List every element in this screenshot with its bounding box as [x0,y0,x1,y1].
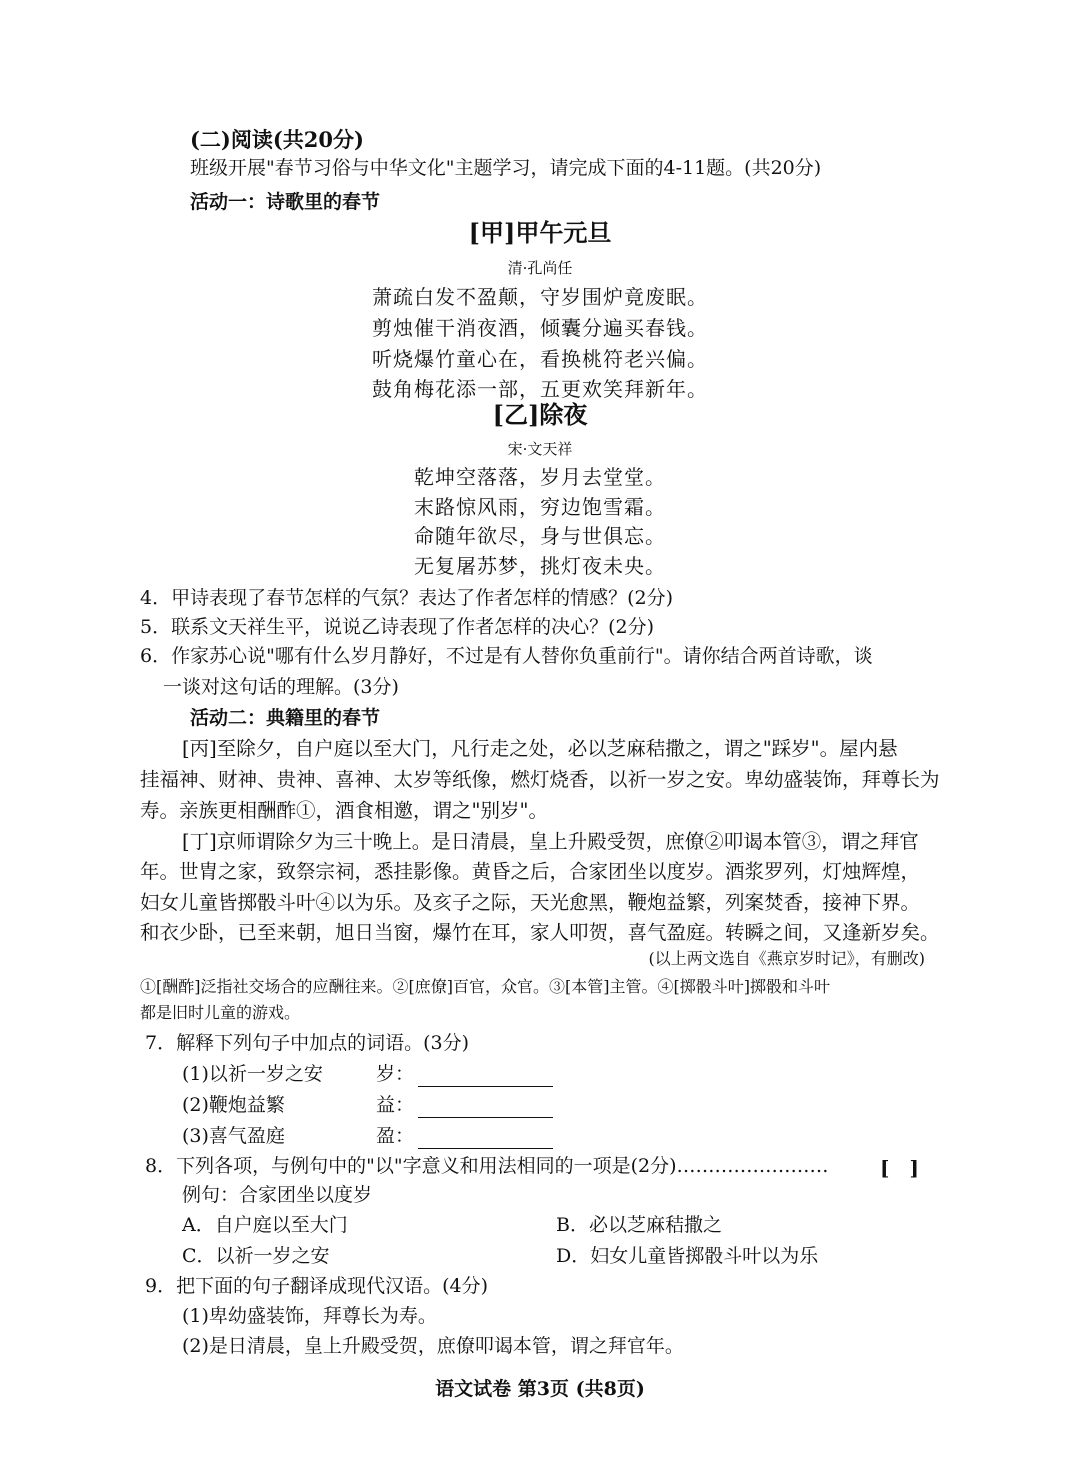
poem-a-author: 清·孔尚任 [507,259,573,277]
question-4: 4．甲诗表现了春节怎样的气氛？表达了作者怎样的情感？(2分) [140,587,674,609]
q7-item-sentence: (2)鞭炮益繁 [182,1094,285,1116]
answer-bracket[interactable]: [ ] [880,1156,919,1180]
prose-line: 年。世胄之家，致祭宗祠，悉挂影像。黄昏之后，合家团坐以度岁。酒浆罗列，灯烛辉煌， [140,860,921,883]
poem-b-line: 无复屠苏梦，挑灯夜未央。 [414,554,666,578]
prose-line: [丙]至除夕，自户庭以至大门，凡行走之处，必以芝麻秸撒之，谓之"踩岁"。屋内悬 [182,737,898,760]
q7-item-answer [376,1092,553,1118]
section-intro: 班级开展"春节习俗与中华文化"主题学习，请完成下面的4-11题。(共20分) [190,157,822,179]
q7-item-word: 岁： [376,1063,415,1085]
poem-a-line: 剪烛催干消夜酒，倾囊分遍买春钱。 [372,316,708,340]
prose-line: 和衣少卧，已至来朝，旭日当窗，爆竹在耳，家人叩贺，喜气盈庭。转瞬之间，又逢新岁矣。 [140,921,940,944]
question-5: 5．联系文天祥生平，说说乙诗表现了作者怎样的决心？(2分) [140,616,655,638]
question-6-cont: 一谈对这句话的理解。(3分) [163,676,399,698]
q8-example: 例句：合家团坐以度岁 [182,1184,373,1206]
question-6: 6．作家苏心说"哪有什么岁月静好，不过是有人替你负重前行"。请你结合两首诗歌，谈 [140,645,873,667]
activity-two-heading: 活动二：典籍里的春节 [190,707,381,729]
q7-item-answer [376,1061,553,1087]
prose-line: 挂福神、财神、贵神、喜神、太岁等纸像，燃灯烧香，以祈一岁之安。卑幼盛装饰，拜尊长为 [140,768,940,791]
question-8: 8．下列各项，与例句中的"以"字意义和用法相同的一项是(2分)…………………… [145,1155,829,1177]
poem-b-author: 宋·文天祥 [507,440,573,458]
q7-item-word: 盈： [376,1125,415,1147]
q8-option-c[interactable]: C．以祈一岁之安 [182,1245,330,1267]
q9-item: (2)是日清晨，皇上升殿受贺，庶僚叩谒本管，谓之拜官年。 [182,1335,684,1357]
poem-b-line: 命随年欲尽，身与世俱忘。 [414,524,666,548]
q7-item-answer [376,1123,553,1149]
q8-option-d[interactable]: D．妇女儿童皆掷骰斗叶以为乐 [556,1245,819,1267]
poem-b-line: 乾坤空落落，岁月去堂堂。 [414,465,666,489]
q7-item-word: 益： [376,1094,415,1116]
source-note: (以上两文选自《燕京岁时记》，有删改) [648,949,925,968]
question-7: 7．解释下列句子中加点的词语。(3分) [145,1032,470,1054]
prose-line: [丁]京师谓除夕为三十晚上。是日清晨，皇上升殿受贺，庶僚②叩谒本管③，谓之拜官 [182,830,919,853]
question-9: 9．把下面的句子翻译成现代汉语。(4分) [145,1275,489,1297]
q8-option-b[interactable]: B．必以芝麻秸撒之 [556,1214,722,1236]
poem-a-title: [甲]甲午元旦 [468,218,612,247]
poem-b-line: 末路惊风雨，穷边饱雪霜。 [414,495,666,519]
prose-line: 妇女儿童皆掷骰斗叶④以为乐。及亥子之际，天光愈黑，鞭炮益繁，列案焚香，接神下界。 [140,891,921,914]
poem-a-line: 听烧爆竹童心在，看换桃符老兴偏。 [372,347,708,371]
q8-option-a[interactable]: A．自户庭以至大门 [182,1214,348,1236]
answer-blank[interactable] [418,1099,553,1118]
activity-one-heading: 活动一：诗歌里的春节 [190,191,381,213]
q9-item: (1)卑幼盛装饰，拜尊长为寿。 [182,1305,437,1327]
answer-blank[interactable] [418,1068,553,1087]
poem-b-title: [乙]除夜 [492,400,588,429]
page-footer: 语文试卷 第3页 (共8页) [435,1378,645,1400]
footnote: 都是旧时儿童的游戏。 [140,1003,301,1022]
q7-item-sentence: (1)以祈一岁之安 [182,1063,323,1085]
q7-item-sentence: (3)喜气盈庭 [182,1125,285,1147]
poem-a-line: 萧疏白发不盈颠，守岁围炉竟废眠。 [372,285,708,309]
footnote: ①[酬酢]泛指社交场合的应酬往来。②[庶僚]百官，众官。③[本管]主管。④[掷骰斗叶]掷骰和斗叶 [140,977,830,996]
answer-blank[interactable] [418,1130,553,1149]
section-heading: (二)阅读(共20分) [190,127,364,152]
prose-line: 寿。亲族更相酬酢①，酒食相邀，谓之"别岁"。 [140,799,548,822]
poem-a-line: 鼓角梅花添一部，五更欢笑拜新年。 [372,377,708,401]
